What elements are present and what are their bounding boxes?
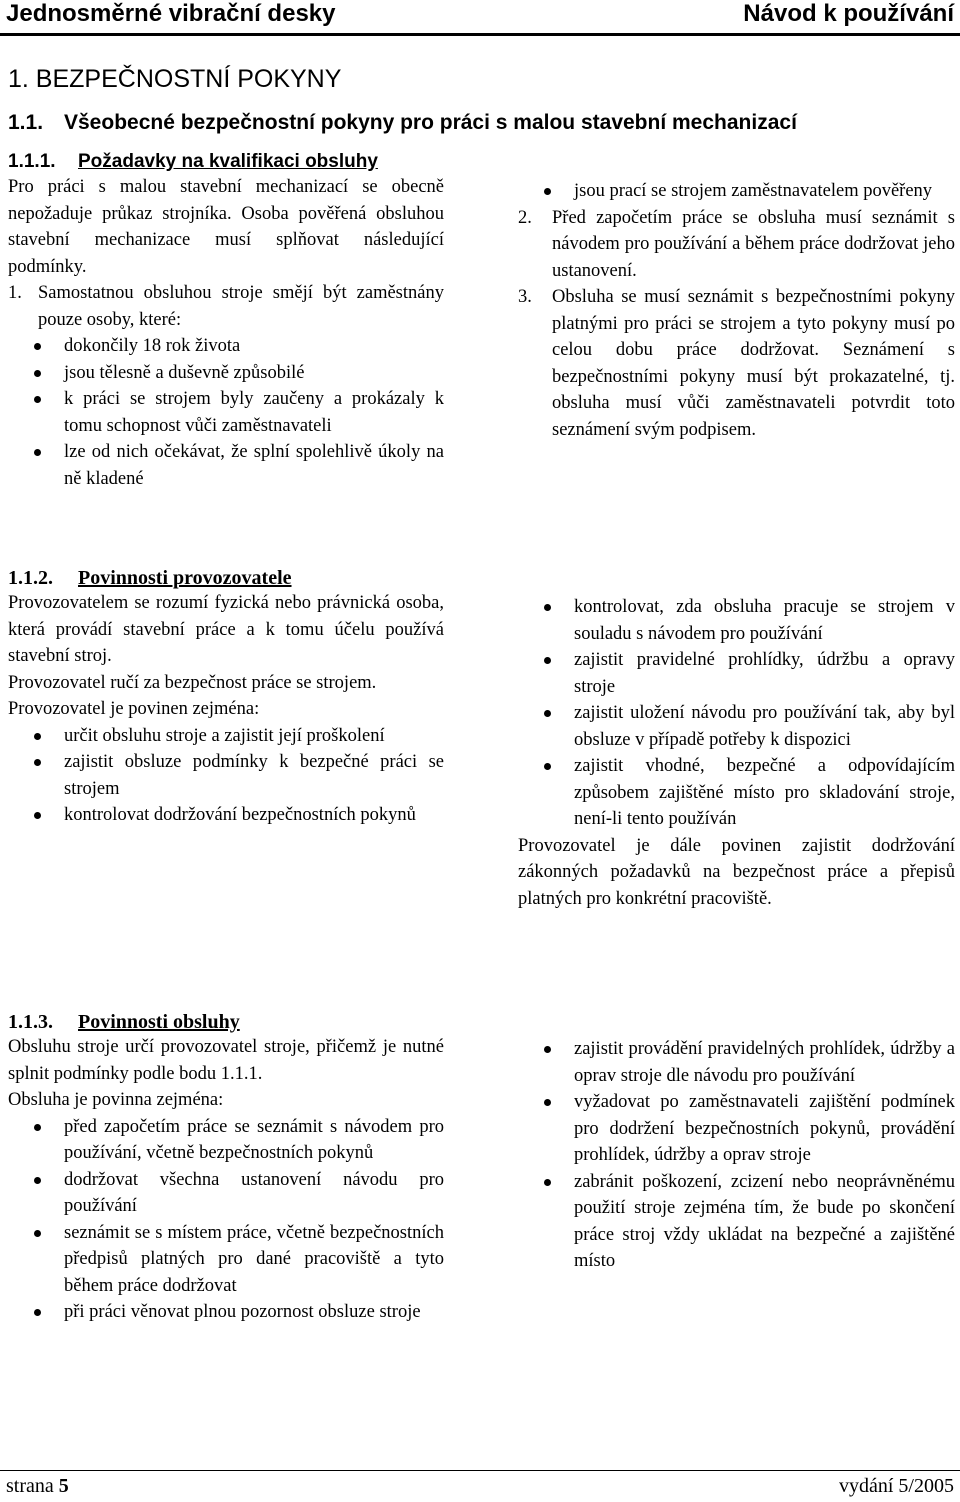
list-item: jsou tělesně a duševně způsobilé <box>8 360 444 387</box>
condition-3-text: Obsluha se musí seznámit s bezpečnostními pokyny platnými pro práci se strojem a tyto pokyny musí po celou dobu práce dodržovat. Seznámení s bezpečnostními pokyny musí být prokazatelné, tj. obsluha musí vůči zaměstnavateli potvrdit toto seznámení svým podpisem. <box>552 287 955 440</box>
page-number <box>6 1475 69 1498</box>
section-1-1-3-number: 1.1.3. <box>8 1011 53 1033</box>
operator-responsibility: Provozovatel ručí za bezpečnost práce se strojem. <box>8 672 377 693</box>
condition-1-bullets-cont <box>518 178 955 205</box>
section-1-1-2-number: 1.1.2. <box>8 567 53 589</box>
condition-3-number: 3. <box>518 287 532 307</box>
list-item: zajistit vhodné, bezpečné a odpovídajícím způsobem zajištěné místo pro skladování stroje, není-li tento používán <box>518 753 955 833</box>
section-1-1-2-right <box>518 594 955 912</box>
list-item: kontrolovat dodržování bezpečnostních pokynů <box>8 802 444 829</box>
section-1-1-3-title: Povinnosti obsluhy <box>78 1011 240 1033</box>
condition-1-bullets <box>8 333 444 492</box>
page-footer <box>0 1470 960 1502</box>
condition-3 <box>518 284 955 443</box>
page-header <box>0 0 960 36</box>
section-1-1-number: 1.1. <box>8 111 44 134</box>
condition-1 <box>8 280 444 333</box>
list-item: dokončily 18 rok života <box>8 333 444 360</box>
operator-legal-duties: Provozovatel je dále povinen zajistit dodržování zákonných požadavků na bezpečnost práce a přepisů platných pro konkrétní pracoviště. <box>518 835 955 909</box>
condition-1-number: 1. <box>8 283 22 303</box>
section-1-1-1-heading <box>8 150 444 174</box>
section-1-1-3-right <box>518 1036 955 1275</box>
condition-1-text: Samostatnou obsluhou stroje smějí být zaměstnány pouze osoby, které: <box>38 283 444 330</box>
condition-2-text: Před započetím práce se obsluha musí seznámit s návodem pro používání a během práce dodržovat jeho ustanovení. <box>552 207 955 281</box>
section-1-1-2-title: Povinnosti provozovatele <box>78 567 292 589</box>
list-item: jsou prací se strojem zaměstnavatelem pověřeny <box>518 178 955 205</box>
page-label: strana <box>6 1475 54 1497</box>
machine-operator-duties-list-cont <box>518 1036 955 1275</box>
section-1-1-1-right <box>518 178 955 443</box>
list-item: seznámit se s místem práce, včetně bezpečnostních předpisů platných pro dané pracoviště a tyto během práce dodržovat <box>8 1220 444 1300</box>
header-product-title: Jednosměrné vibrační desky <box>6 0 336 27</box>
operator-duties-list <box>8 723 444 829</box>
section-1-1-heading <box>8 110 797 136</box>
section-1-1-title: Všeobecné bezpečnostní pokyny pro práci s malou stavební mechanizací <box>64 111 797 134</box>
section-1-1-1-intro: Pro práci s malou stavební mechanizací se obecně nepožaduje průkaz strojníka. Osoba pověřená obsluhou stavební mechanizace musí splňovat následující podmínky. <box>8 177 444 277</box>
section-1-1-1-title: Požadavky na kvalifikaci obsluhy <box>78 151 378 172</box>
section-1-1-1-left <box>8 150 444 492</box>
list-item: při práci věnovat plnou pozornost obsluze stroje <box>8 1299 444 1326</box>
list-item: zajistit pravidelné prohlídky, údržbu a opravy stroje <box>518 647 955 700</box>
section-1-1-1-number: 1.1.1. <box>8 151 56 172</box>
list-item: kontrolovat, zda obsluha pracuje se strojem v souladu s návodem pro používání <box>518 594 955 647</box>
condition-2 <box>518 205 955 285</box>
list-item: zajistit provádění pravidelných prohlídek, údržby a oprav stroje dle návodu pro používání <box>518 1036 955 1089</box>
operator-duties-intro: Provozovatel je povinen zejména: <box>8 699 260 719</box>
section-1-title: 1. BEZPEČNOSTNÍ POKYNY <box>8 65 342 93</box>
conditions-list <box>518 205 955 444</box>
section-1-1-3-left <box>8 1010 444 1326</box>
header-manual-title: Návod k používání <box>743 0 954 27</box>
edition-label: vydání 5/2005 <box>839 1475 954 1497</box>
list-item: dodržovat všechna ustanovení návodu pro používání <box>8 1167 444 1220</box>
list-item: před započetím práce se seznámit s návodem pro používání, včetně bezpečnostních pokynů <box>8 1114 444 1167</box>
operator-duties-list-cont <box>518 594 955 833</box>
list-item: lze od nich očekávat, že splní spolehlivě úkoly na ně kladené <box>8 439 444 492</box>
machine-operator-assignment: Obsluhu stroje určí provozovatel stroje, přičemž je nutné splnit podmínky podle bodu 1.1.1. <box>8 1037 444 1084</box>
section-1-1-3-heading <box>8 1010 444 1034</box>
list-item: vyžadovat po zaměstnavateli zajištění podmínek pro dodržení bezpečnostních pokynů, provádění prohlídek, údržby a oprav stroje <box>518 1089 955 1169</box>
machine-operator-duties-intro: Obsluha je povinna zejména: <box>8 1090 224 1110</box>
list-item: k práci se strojem byly zaučeny a prokázaly k tomu schopnost vůči zaměstnavateli <box>8 386 444 439</box>
page-num: 5 <box>58 1475 69 1497</box>
list-item: určit obsluhu stroje a zajistit její proškolení <box>8 723 444 750</box>
condition-2-number: 2. <box>518 207 532 228</box>
list-item: zajistit obsluze podmínky k bezpečné práci se strojem <box>8 749 444 802</box>
section-1-1-2-heading <box>8 566 444 590</box>
list-item: zajistit uložení návodu pro používání tak, aby byl obsluze v případě potřeby k dispozici <box>518 700 955 753</box>
list-item: zabránit poškození, zcizení nebo neoprávněnému použití stroje zejména tím, že bude po skončení práce stroj vždy ukládat na bezpečné a zajištěné místo <box>518 1169 955 1275</box>
machine-operator-duties-list <box>8 1114 444 1326</box>
operator-definition: Provozovatelem se rozumí fyzická nebo právnická osoba, která provádí stavební práce a k tomu účelu používá stavební stroj. <box>8 593 444 666</box>
section-1-1-2-left <box>8 566 444 829</box>
